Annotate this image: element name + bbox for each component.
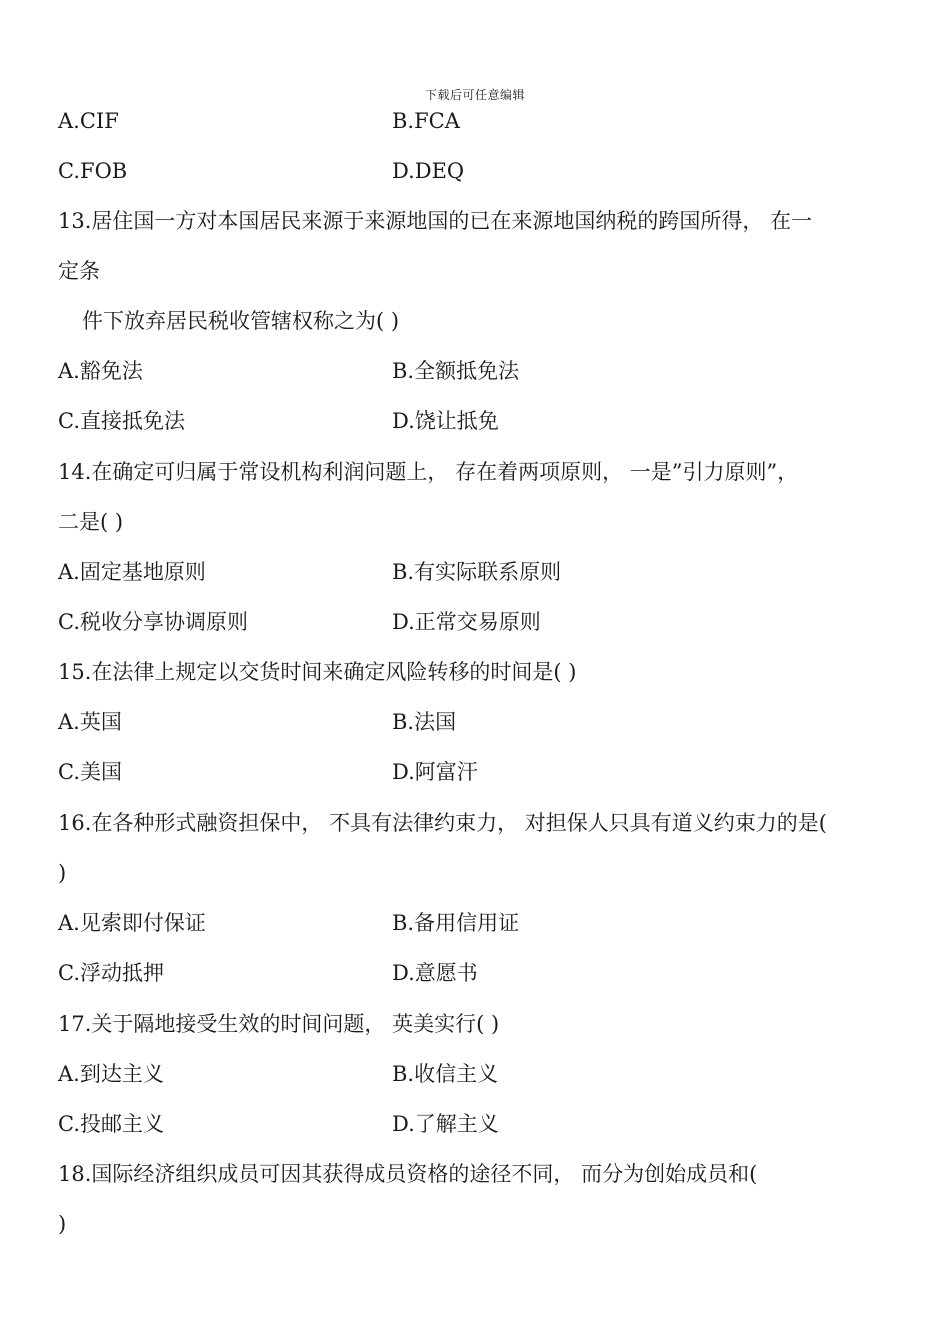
q14-option-c: C.税收分享协调原则 — [58, 610, 248, 634]
q16-option-b: B.备用信用证 — [392, 911, 520, 935]
q12-option-b: B.FCA — [392, 109, 460, 133]
page-header: 下载后可任意编辑 — [424, 88, 525, 102]
q17-option-d: D.了解主义 — [392, 1112, 499, 1136]
q13-option-a: A.豁免法 — [58, 359, 143, 383]
q13-option-b: B.全额抵免法 — [392, 359, 520, 383]
q15-option-c: C.美国 — [58, 760, 122, 784]
q16-option-a: A.见索即付保证 — [58, 911, 206, 935]
q16-stem-line1: 16.在各种形式融资担保中， 不具有法律约束力， 对担保人只具有道义约束力的是( — [58, 811, 827, 835]
q14-option-b: B.有实际联系原则 — [392, 560, 562, 584]
q17-option-a: A.到达主义 — [58, 1062, 164, 1086]
q17-option-b: B.收信主义 — [392, 1062, 499, 1086]
q17-stem-line1: 17.关于隔地接受生效的时间问题， 英美实行( ) — [58, 1012, 500, 1036]
q14-stem-line2: 二是( ) — [58, 510, 124, 534]
q12-option-d: D.DEQ — [392, 159, 465, 183]
q12-option-a: A.CIF — [58, 109, 119, 133]
q13-option-d: D.饶让抵免 — [392, 409, 499, 433]
q13-option-c: C.直接抵免法 — [58, 409, 185, 433]
q14-stem-line1: 14.在确定可归属于常设机构利润问题上， 存在着两项原则， 一是”引力原则”， — [58, 460, 799, 484]
q15-option-b: B.法国 — [392, 710, 457, 734]
q16-option-d: D.意愿书 — [392, 961, 478, 985]
q16-option-c: C.浮动抵押 — [58, 961, 164, 985]
q13-stem-line3: 件下放弃居民税收管辖权称之为( ) — [82, 309, 400, 333]
q18-stem-line2: ) — [58, 1212, 67, 1236]
q17-option-c: C.投邮主义 — [58, 1112, 164, 1136]
q14-option-a: A.固定基地原则 — [58, 560, 206, 584]
q13-stem-line2: 定条 — [58, 259, 100, 283]
q12-option-c: C.FOB — [58, 159, 128, 183]
q15-stem-line1: 15.在法律上规定以交货时间来确定风险转移的时间是( ) — [58, 660, 577, 684]
q15-option-a: A.英国 — [58, 710, 122, 734]
q16-stem-line2: ) — [58, 861, 67, 885]
q14-option-d: D.正常交易原则 — [392, 610, 541, 634]
q18-stem-line1: 18.国际经济组织成员可因其获得成员资格的途径不同， 而分为创始成员和( — [58, 1162, 758, 1186]
q15-option-d: D.阿富汗 — [392, 760, 478, 784]
q13-stem-line1: 13.居住国一方对本国居民来源于来源地国的已在来源地国纳税的跨国所得， 在一 — [58, 209, 813, 233]
